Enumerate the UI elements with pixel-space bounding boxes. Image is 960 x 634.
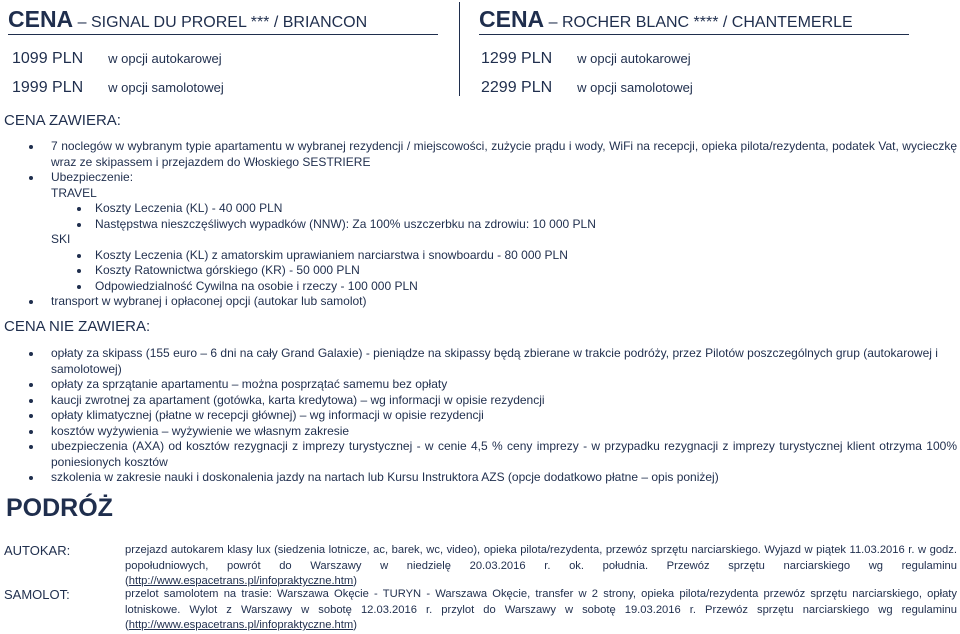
price-amount: 1099 PLN [12,50,84,67]
cena-label: CENA [8,6,74,32]
list-item: transport w wybranej i opłaconej opcji (autokar lub samolot) [51,294,957,310]
list-item: Odpowiedzialność Cywilna na osobie i rzeczy - 100 000 PLN [95,279,957,295]
excludes-heading: CENA NIE ZAWIERA: [4,318,151,335]
ski-list [51,248,957,295]
price-amount: 1299 PLN [481,50,553,67]
list-item: opłaty klimatycznej (płatne w recepcji głównej) – wg informacji w opisie rezydencji [51,408,957,424]
price-option: w opcji samolotowej [577,80,693,95]
hotel-title [8,4,450,34]
price-row [12,50,222,68]
autokar-label: AUTOKAR: [4,543,71,558]
ski-label: SKI [51,232,71,246]
autokar-row [4,543,960,587]
list-item: kosztów wyżywienia – wyżywienie we własnym zakresie [51,424,957,440]
autokar-description: przejazd autokarem klasy lux (siedzenia lotnicze, ac, barek, wc, video), opieka pilota/rezydenta, przewóz sprzętu narciarskiego. Wyjazd w piątek 11.03.2016 r. w godz. popołudniowych, powrót do Warszawy w niedzielę 20.03.2016 r. ok. południa. Przewóz sprzętu narciarskiego wg regulaminu ( [125,544,957,587]
samolot-row [4,587,960,631]
price-option: w opcji autokarowej [577,51,691,66]
travel-label: TRAVEL [51,185,97,200]
hotel-left [8,0,450,35]
price-row [481,79,693,97]
samolot-link[interactable]: http://www.espacetrans.pl/infopraktyczne.htm [128,619,354,631]
price-option: w opcji samolotowej [108,80,224,95]
price-row [481,50,691,68]
list-item: Koszty Leczenia (KL) - 40 000 PLN [95,201,957,217]
list-item: ubezpieczenia (AXA) od kosztów rezygnacji z imprezy turystycznej - w cenie 4,5 % ceny imprezy - w przypadku rezygnacji z imprezy turystycznej klient otrzyma 100% poniesionych kosztów [51,439,957,469]
list-item [51,170,957,294]
excludes-list [51,346,957,486]
list-item: szkolenia w zakresie nauki i doskonalenia jazdy na nartach lub Kursu Instruktora AZS (opcje dodatkowo płatne – opis poniżej) [51,470,957,486]
list-item: kaucji zwrotnej za apartament (gotówka, karta kredytowa) – wg informacji w opisie rezydencji [51,393,957,409]
list-item: Koszty Ratownictwa górskiego (KR) - 50 000 PLN [95,263,957,279]
hotel-name: – SIGNAL DU PROREL *** / BRIANCON [77,14,368,31]
samolot-tail: ) [353,619,357,631]
price-amount: 2299 PLN [481,79,553,96]
list-item: Koszty Leczenia (KL) z amatorskim uprawianiem narciarstwa i snowboardu - 80 000 PLN [95,248,957,264]
travel-list [51,201,957,232]
autokar-text [125,543,957,590]
price-amount: 1999 PLN [12,79,84,96]
insurance-label: Ubezpieczenie: [51,170,134,184]
title-underline [8,34,438,35]
list-item: Następstwa nieszczęśliwych wypadków (NNW): Za 100% uszczerbku na zdrowiu: 10 000 PLN [95,217,957,233]
price-option: w opcji autokarowej [108,51,222,66]
cena-label: CENA [479,6,545,32]
hotel-right [479,0,949,35]
includes-list [51,139,957,310]
price-row [12,79,224,97]
hotel-name: – ROCHER BLANC **** / CHANTEMERLE [548,14,853,31]
samolot-label: SAMOLOT: [4,587,70,602]
column-divider [459,2,460,96]
autokar-tail: ) [353,575,357,587]
list-item: 7 noclegów w wybranym typie apartamentu w wybranej rezydencji / miejscowości, zużycie prądu i wody, WiFi na recepcji, opieka pilota/rezydenta, podatek Vat, wycieczkę wraz ze skipassem i przejazdem do Włoskiego SESTRIERE [51,139,957,169]
list-item: opłaty za skipass (155 euro – 6 dni na cały Grand Galaxie) - pieniądze na skipassy będą zbierane w trakcie podróży, przez Pilotów poszczególnych grup (autokarowej i samolotowej) [51,346,957,377]
includes-heading: CENA ZAWIERA: [4,112,121,129]
travel-heading: PODRÓŻ [6,494,113,522]
hotel-title [479,4,949,34]
title-underline [479,34,909,35]
samolot-text [125,587,957,634]
samolot-description: przelot samolotem na trasie: Warszawa Okęcie - TURYN - Warszawa Okęcie, transfer w 2 strony, opieka pilota/rezydenta przewóz sprzętu narciarskiego, opłaty lotniskowe. Wylot z Warszawy w sobotę 12.03.2016 r. przylot do Warszawy w sobotę 19.03.2016 r. Przewóz sprzętu narciarskiego wg regulaminu ( [125,588,957,631]
autokar-link[interactable]: http://www.espacetrans.pl/infopraktyczne.htm [128,575,354,587]
list-item: opłaty za sprzątanie apartamentu – można posprzątać samemu bez opłaty [51,377,957,393]
